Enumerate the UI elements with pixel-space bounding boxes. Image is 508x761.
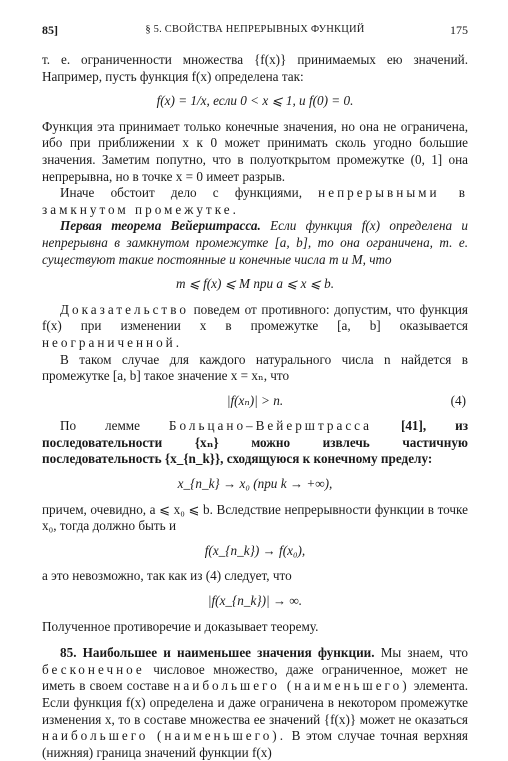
paragraph-1: т. е. ограниченности множества {f(x)} принимаемых ею значений. Например, пусть функция f(x) определена так:: [42, 52, 468, 84]
running-header: [42, 22, 468, 40]
main-text: [42, 52, 468, 761]
paragraph-3: [42, 185, 468, 218]
section-85-text: В этом случае точная верхняя (нижняя) граница значений функции f(x): [42, 728, 469, 760]
section-85: [42, 645, 468, 761]
spaced-emphasis: Больцано–Вейерштрасса: [168, 418, 373, 434]
formula-2: m ⩽ f(x) ⩽ M при a ⩽ x ⩽ b.: [175, 276, 335, 292]
section-number: 85]: [42, 23, 58, 37]
formula-4: x_{n_k} → x₀ (при k → +∞),: [177, 476, 333, 492]
section-85-text: Мы знаем, что: [374, 645, 468, 661]
page-number: 175: [450, 23, 468, 37]
formula-3: [42, 393, 468, 410]
paragraph-6: [42, 418, 468, 468]
paragraph-9: Полученное противоречие и доказывает теорему.: [42, 618, 319, 634]
spaced-emphasis: наибольшего (наименьшего): [173, 678, 410, 694]
section-85-text: элемента. Если функция f(x) определена и даже ограничена в некотором промежутке изменения x, то в составе множества ее значений {f(x)} может не оказаться: [42, 678, 468, 727]
paragraph-5: В таком случае для каждого натурального числа n найдется в промежутке [a, b] такое значение x = xₙ, что: [42, 351, 468, 384]
theorem-title: Первая теорема Вейерштрасса.: [60, 218, 261, 234]
proof-paragraph: [42, 302, 468, 352]
formula-6: |f(x_{n_k})| → ∞.: [207, 593, 303, 609]
spaced-emphasis: наибольшего (наименьшего).: [42, 728, 286, 744]
spaced-emphasis: непрерывными в замкнутом промежутке.: [42, 185, 468, 217]
section-85-text: числовое множество, даже ограниченное, может не иметь в своем составе: [42, 661, 468, 694]
paragraph-2: Функция эта принимает только конечные значения, но она не ограничена, ибо при приближении x к 0 может принимать сколь угодно большие значения. Заметим попутно, что в полуоткрытом промежутке (0, 1] она непрерывна, но в точке x = 0 имеет разрыв.: [42, 118, 468, 184]
proof-word: Доказательство: [60, 301, 189, 317]
theorem-text: Если функция f(x) определена и непрерывна в замкнутом промежутке [a, b], то она ограничена, т. е. существуют такие постоянные и конечные числа m и M, что: [42, 218, 468, 267]
formula-3-text: |f(xₙ)| > n.: [226, 392, 284, 408]
proof-text: поведем от противного: допустим, что функция f(x) при изменении x в промежутке [a, b] оказывается: [42, 301, 468, 334]
paragraph-8: а это невозможно, так как из (4) следует, что: [42, 568, 292, 584]
formula-5: f(x_{n_k}) → f(x₀),: [204, 542, 306, 558]
paragraph-6-text: По лемме: [60, 418, 169, 434]
section-85-title: 85. Наибольшее и наименьшее значения функции.: [60, 645, 375, 661]
formula-1: f(x) = 1/x, если 0 < x ⩽ 1, и f(0) = 0.: [156, 93, 354, 109]
spaced-emphasis: бесконечное: [42, 661, 145, 677]
spaced-emphasis: неограниченной.: [42, 334, 183, 350]
paragraph-7: причем, очевидно, a ⩽ x₀ ⩽ b. Вследствие непрерывности функции в точке x₀, тогда должно быть и: [42, 501, 468, 534]
chapter-title: § 5. СВОЙСТВА НЕПРЕРЫВНЫХ ФУНКЦИЙ: [145, 24, 365, 35]
equation-number: (4): [450, 392, 466, 408]
reference: [41], из последовательности {xₙ} можно извлечь частичную последовательность {x_{n_k}}, сходящуюся к конечному пределу:: [42, 418, 468, 467]
paragraph-3-text: Иначе обстоит дело с функциями,: [60, 185, 319, 201]
theorem: [42, 218, 468, 268]
